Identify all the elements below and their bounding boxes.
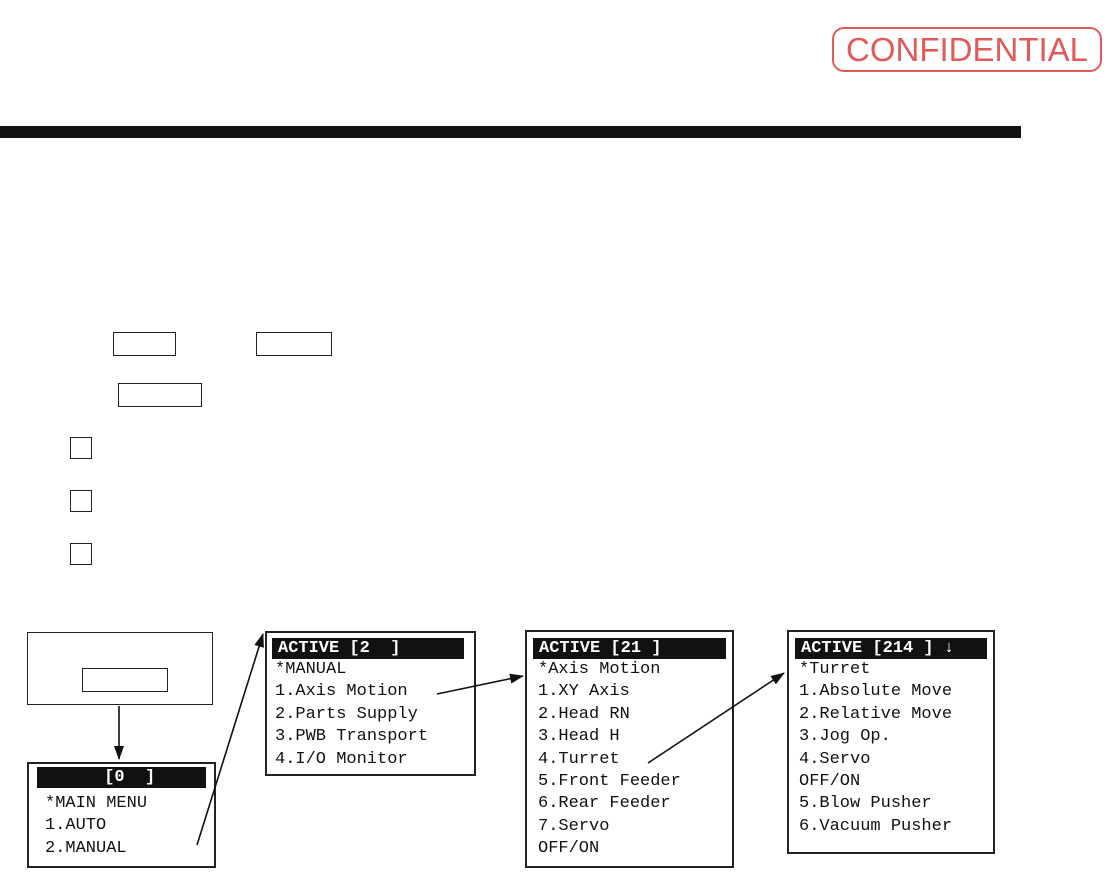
menu-item: 4.I/O Monitor xyxy=(275,749,408,769)
menu-item: 3.PWB Transport xyxy=(275,727,429,747)
menu-item: OFF/ON xyxy=(799,771,861,791)
menu-title: *MAIN MENU xyxy=(45,794,148,813)
menu-item: 4.Servo xyxy=(799,749,871,769)
screen-header: ACTIVE [2 ] xyxy=(272,638,464,659)
menu-item: 5.Front Feeder xyxy=(538,771,681,791)
menu-item: 2.Relative Move xyxy=(799,704,953,724)
arrow-axis-motion-to-axis-screen xyxy=(437,676,523,694)
menu-item-manual: 2.MANUAL xyxy=(45,838,127,858)
menu-item-auto: 1.AUTO xyxy=(45,816,107,836)
arrow-manual-to-manual-screen xyxy=(197,634,263,845)
menu-item: 1.XY Axis xyxy=(538,682,630,702)
menu-item: 6.Rear Feeder xyxy=(538,794,671,814)
menu-item: 2.Parts Supply xyxy=(275,704,418,724)
menu-item: 3.Jog Op. xyxy=(799,727,891,747)
menu-item: 3.Head H xyxy=(538,727,620,747)
screen-header: [0 ] xyxy=(37,767,206,788)
menu-item: 2.Head RN xyxy=(538,704,630,724)
menu-item: 4.Turret xyxy=(538,749,620,769)
menu-title: *MANUAL xyxy=(275,660,347,679)
menu-item: 6.Vacuum Pusher xyxy=(799,816,953,836)
screen-header: ACTIVE [214 ] ↓ xyxy=(795,638,987,659)
menu-item: 7.Servo xyxy=(538,816,610,836)
screen-header: ACTIVE [21 ] xyxy=(533,638,726,659)
arrow-turret-to-turret-screen xyxy=(648,673,784,763)
menu-title: *Axis Motion xyxy=(538,660,661,679)
menu-item: OFF/ON xyxy=(538,839,600,859)
menu-item: 1.Axis Motion xyxy=(275,682,408,702)
menu-title: *Turret xyxy=(799,660,871,679)
menu-item: 5.Blow Pusher xyxy=(799,794,932,814)
confidential-stamp: CONFIDENTIAL xyxy=(832,27,1102,72)
menu-item: 1.Absolute Move xyxy=(799,682,953,702)
